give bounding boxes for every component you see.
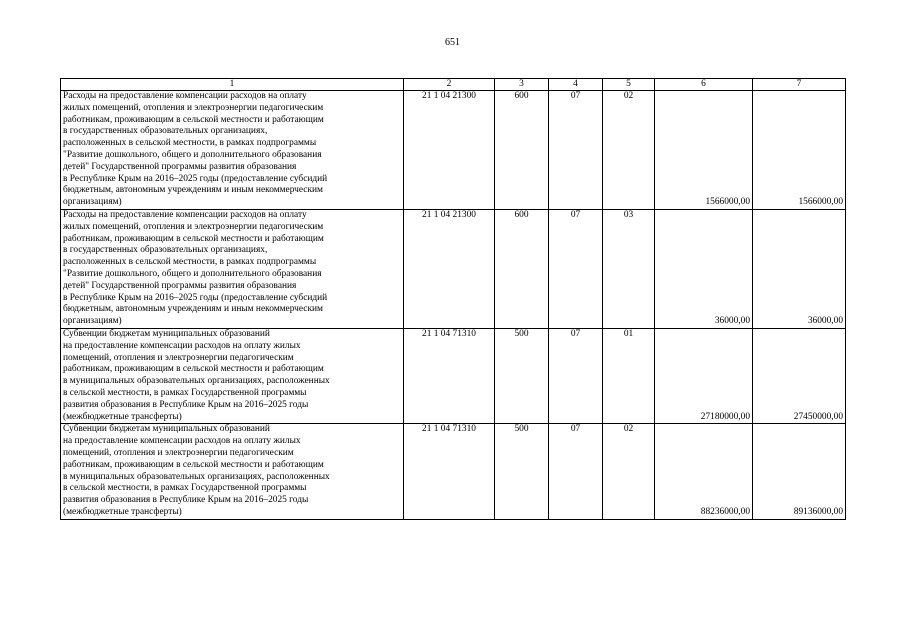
table-row: [61, 328, 846, 423]
column-header: 2: [404, 79, 495, 91]
row-code: 21 1 04 21300: [404, 209, 495, 328]
row-col4: 07: [549, 328, 603, 423]
row-description: Субвенции бюджетам муниципальных образований на предоставление компенсации расходов на оплату жилых помещений, отопления и электроэнергии педагогическим работникам, проживающим в сельской местности и работающим в муниципальных образовательных организациях, расположенных в сельской местности, в рамках Государственной программы развития образования в Республике Крым на 2016–2025 годы (межбюджетные трансферты): [61, 328, 404, 423]
row-col3: 600: [495, 91, 549, 210]
column-header: 4: [549, 79, 603, 91]
row-code: 21 1 04 21300: [404, 91, 495, 210]
row-amount-6: 36000,00: [655, 209, 753, 328]
row-amount-7: 27450000,00: [753, 328, 846, 423]
row-col3: 500: [495, 328, 549, 423]
column-header: 7: [753, 79, 846, 91]
row-code: 21 1 04 71310: [404, 424, 495, 519]
column-header: 3: [495, 79, 549, 91]
table-row: [61, 91, 846, 210]
row-col4: 07: [549, 91, 603, 210]
row-col4: 07: [549, 209, 603, 328]
row-description: Субвенции бюджетам муниципальных образований на предоставление компенсации расходов на оплату жилых помещений, отопления и электроэнергии педагогическим работникам, проживающим в сельской местности и работающим в муниципальных образовательных организациях, расположенных в сельской местности, в рамках Государственной программы развития образования в Республике Крым на 2016–2025 годы (межбюджетные трансферты): [61, 424, 404, 519]
table-row: [61, 209, 846, 328]
row-amount-6: 1566000,00: [655, 91, 753, 210]
row-amount-7: 1566000,00: [753, 91, 846, 210]
table-header-row: [61, 79, 846, 91]
row-col5: 03: [603, 209, 655, 328]
column-header: 6: [655, 79, 753, 91]
row-amount-7: 89136000,00: [753, 424, 846, 519]
row-col5: 02: [603, 91, 655, 210]
table-row: [61, 424, 846, 519]
page-number: 651: [445, 37, 460, 48]
row-description: Расходы на предоставление компенсации расходов на оплату жилых помещений, отопления и электроэнергии педагогическим работникам, проживающим в сельской местности и работающим в государственных образовательных организациях, расположенных в сельской местности, в рамках подпрограммы "Развитие дошкольного, общего и дополнительного образования детей" Государственной программы развития образования в Республике Крым на 2016–2025 годы (предоставление субсидий бюджетным, автономным учреждениям и иным некоммерческим организациям): [61, 91, 404, 210]
row-col3: 500: [495, 424, 549, 519]
row-col5: 01: [603, 328, 655, 423]
row-amount-6: 88236000,00: [655, 424, 753, 519]
budget-table: [60, 78, 846, 520]
row-col5: 02: [603, 424, 655, 519]
column-header: 1: [61, 79, 404, 91]
row-code: 21 1 04 71310: [404, 328, 495, 423]
column-header: 5: [603, 79, 655, 91]
row-amount-7: 36000,00: [753, 209, 846, 328]
row-col4: 07: [549, 424, 603, 519]
row-description: Расходы на предоставление компенсации расходов на оплату жилых помещений, отопления и электроэнергии педагогическим работникам, проживающим в сельской местности и работающим в государственных образовательных организациях, расположенных в сельской местности, в рамках подпрограммы "Развитие дошкольного, общего и дополнительного образования детей" Государственной программы развития образования в Республике Крым на 2016–2025 годы (предоставление субсидий бюджетным, автономным учреждениям и иным некоммерческим организациям): [61, 209, 404, 328]
row-amount-6: 27180000,00: [655, 328, 753, 423]
row-col3: 600: [495, 209, 549, 328]
